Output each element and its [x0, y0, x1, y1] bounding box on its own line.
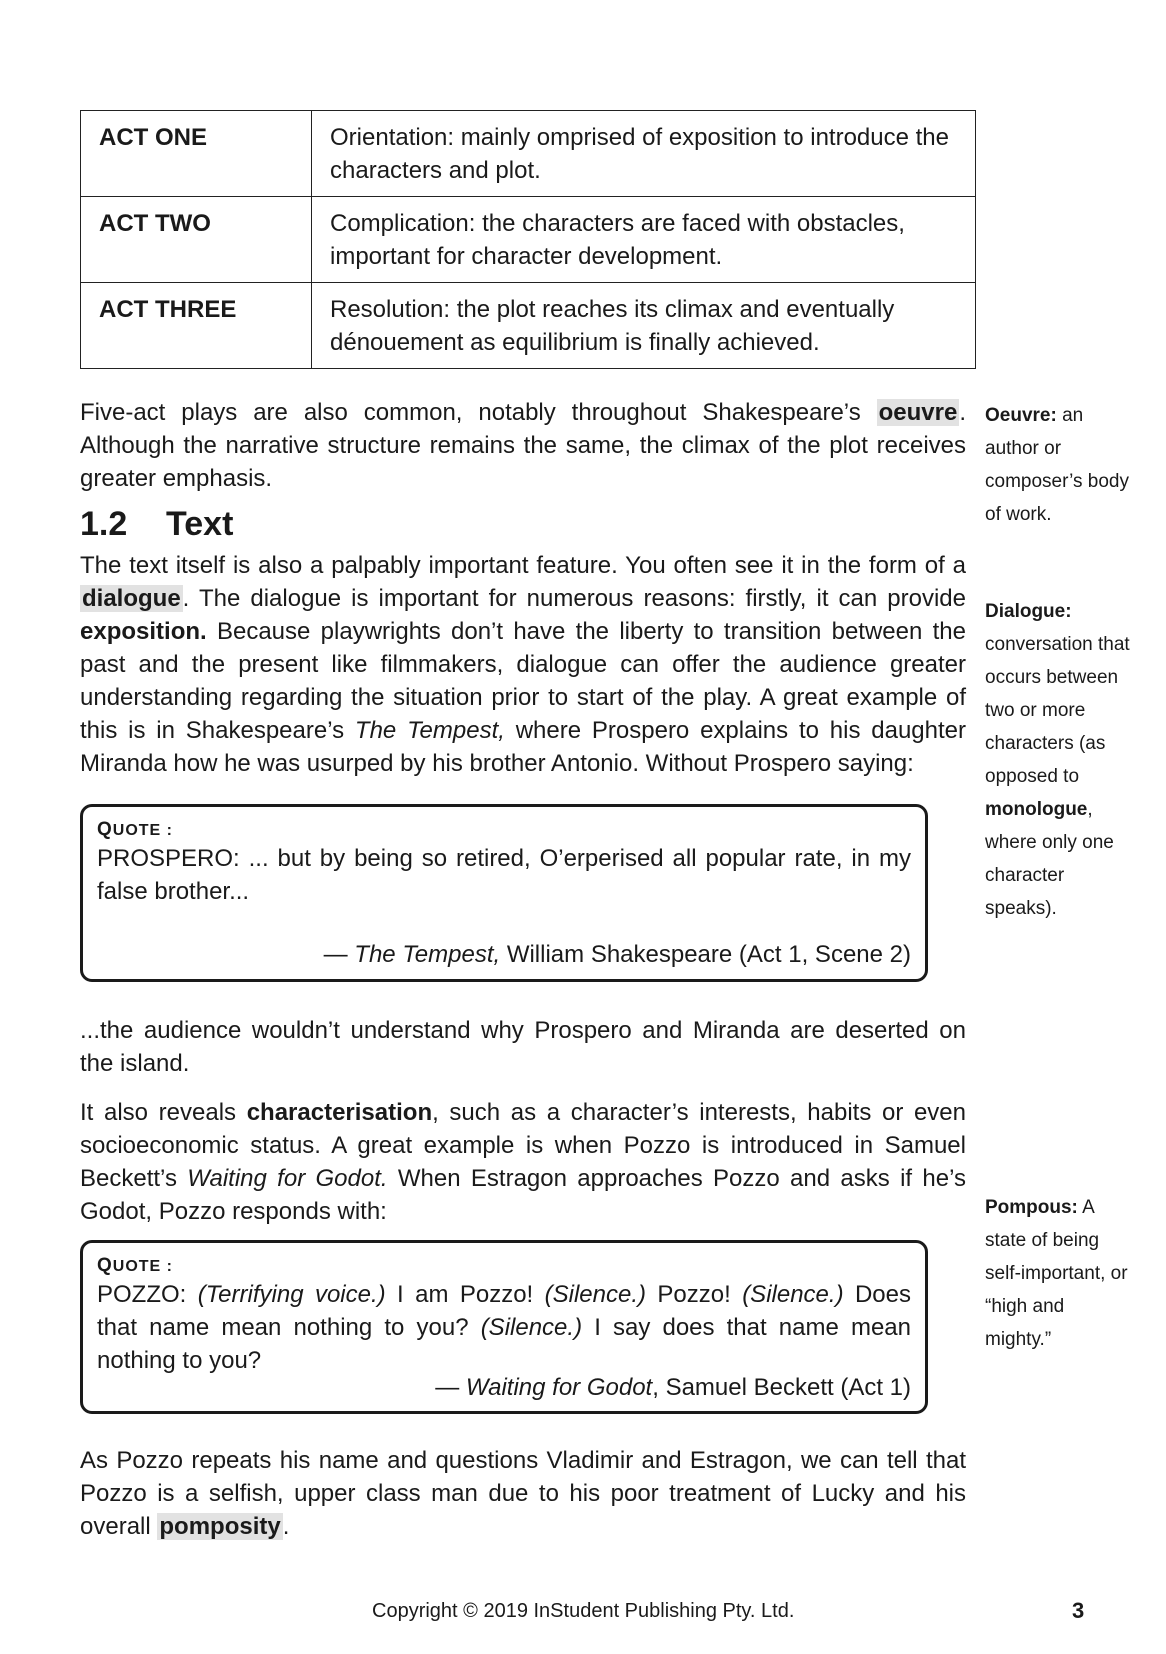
- stage-direction: (Silence.): [742, 1281, 844, 1308]
- note-definition: conversation that occurs between two or more characters (as opposed to: [985, 634, 1130, 787]
- text: It also reveals: [80, 1099, 247, 1126]
- text: Does that name mean nothing to you?: [97, 1281, 911, 1341]
- note-term: Dialogue:: [985, 601, 1072, 622]
- glossary-term-oeuvre: oeuvre: [878, 399, 958, 426]
- text: The text itself is also a palpably important feature. You often see it in the form of a: [80, 552, 966, 579]
- text: When Estragon approaches Pozzo and asks if he’s Godot, Pozzo responds with:: [80, 1165, 967, 1225]
- stage-direction: (Silence.): [480, 1314, 583, 1341]
- act-name: ACT TWO: [81, 197, 312, 283]
- paragraph-characterisation: [80, 1096, 966, 1228]
- note-term: Oeuvre:: [985, 405, 1057, 426]
- acts-table: [80, 110, 976, 369]
- section-heading: [80, 504, 233, 544]
- text: .: [282, 1513, 290, 1540]
- paragraph-pomposity: [80, 1444, 966, 1543]
- note-term: Pompous:: [985, 1197, 1078, 1218]
- section-title: Text: [166, 505, 234, 543]
- label-rest: UOTE :: [112, 1258, 173, 1275]
- table-row: [81, 197, 976, 283]
- text: I say does that name mean nothing to you?: [97, 1314, 912, 1374]
- text: . Although the narrative structure remains the same, the climax of the plot receives greater emphasis.: [80, 399, 966, 492]
- italic-title: The Tempest,: [354, 717, 505, 744]
- italic-title: Waiting for Godot.: [187, 1165, 388, 1192]
- quote-box-godot: [80, 1240, 928, 1414]
- glossary-term-pomposity: pomposity: [159, 1513, 281, 1540]
- quote-label: [97, 1255, 911, 1278]
- quote-box-tempest: [80, 804, 928, 982]
- margin-note-dialogue: [985, 595, 1135, 925]
- quote-label: [97, 819, 911, 842]
- bold-term: exposition.: [80, 618, 207, 645]
- note-definition: an author or composer’s body of work.: [985, 405, 1129, 525]
- stage-direction: (Terrifying voice.): [197, 1281, 386, 1308]
- label-initial: Q: [97, 1255, 113, 1276]
- page-number: 3: [1072, 1598, 1085, 1623]
- text: Because playwrights don’t have the liberty to transition between the past and the present like filmmakers, dialogue can offer the audience greater understanding regarding the situation prior to start of the play. A great example of this is in Shakespeare’s: [80, 618, 966, 744]
- quote-attribution: [97, 938, 911, 971]
- text: As Pozzo repeats his name and questions Vladimir and Estragon, we can tell that Pozzo is a selfish, upper class man due to his poor treatment of Lucky and his overall: [80, 1447, 966, 1540]
- text: Pozzo!: [646, 1281, 743, 1308]
- note-definition: A state of being self-important, or “high and mighty.”: [985, 1197, 1128, 1350]
- note-definition: , where only one character speaks).: [985, 799, 1114, 919]
- text: ...the audience wouldn’t understand why Prospero and Miranda are deserted on the island.: [80, 1017, 966, 1077]
- note-term: monologue: [985, 799, 1088, 820]
- margin-note-oeuvre: [985, 399, 1135, 531]
- paragraph-audience: [80, 1014, 966, 1080]
- table-row: [81, 283, 976, 369]
- text: , Samuel Beckett (Act 1): [652, 1374, 911, 1401]
- text: I am Pozzo!: [385, 1281, 545, 1308]
- stage-direction: (Silence.): [544, 1281, 646, 1308]
- label-rest: UOTE :: [112, 822, 173, 839]
- copyright: Copyright © 2019 InStudent Publishing Pty. Ltd.: [372, 1600, 795, 1622]
- table-row: [81, 111, 976, 197]
- text: where Prospero explains to his daughter Miranda how he was usurped by his brother Antonio. Without Prospero saying:: [80, 717, 966, 777]
- text: —: [323, 941, 355, 968]
- act-description: Orientation: mainly omprised of exposition to introduce the characters and plot.: [312, 111, 976, 197]
- text: —: [435, 1374, 466, 1401]
- paragraph-dialogue: [80, 549, 966, 780]
- text: POZZO:: [97, 1281, 198, 1308]
- act-description: Resolution: the plot reaches its climax and eventually dénouement as equilibrium is finally achieved.: [312, 283, 976, 369]
- bold-term: characterisation: [246, 1099, 433, 1126]
- act-description: Complication: the characters are faced with obstacles, important for character development.: [312, 197, 976, 283]
- glossary-term-dialogue: dialogue: [82, 585, 181, 612]
- text: . The dialogue is important for numerous reasons: firstly, it can provide: [182, 585, 966, 612]
- label-initial: Q: [97, 819, 113, 840]
- quote-text: [97, 1278, 911, 1377]
- italic-title: The Tempest,: [354, 941, 501, 968]
- quote-text: PROSPERO: ... but by being so retired, O’erperised all popular rate, in my false brother...: [97, 845, 911, 905]
- act-name: ACT ONE: [81, 111, 312, 197]
- act-name: ACT THREE: [81, 283, 312, 369]
- text: Five-act plays are also common, notably throughout Shakespeare’s: [80, 399, 877, 426]
- italic-title: Waiting for Godot: [465, 1374, 653, 1401]
- paragraph-five-act: [80, 396, 966, 495]
- margin-note-pompous: [985, 1191, 1135, 1356]
- text: William Shakespeare (Act 1, Scene 2): [500, 941, 911, 968]
- text: , such as a character’s interests, habits or even socioeconomic status. A great example is when Pozzo is introduced in Samuel Beckett’s: [80, 1099, 967, 1192]
- section-number: 1.2: [80, 505, 128, 543]
